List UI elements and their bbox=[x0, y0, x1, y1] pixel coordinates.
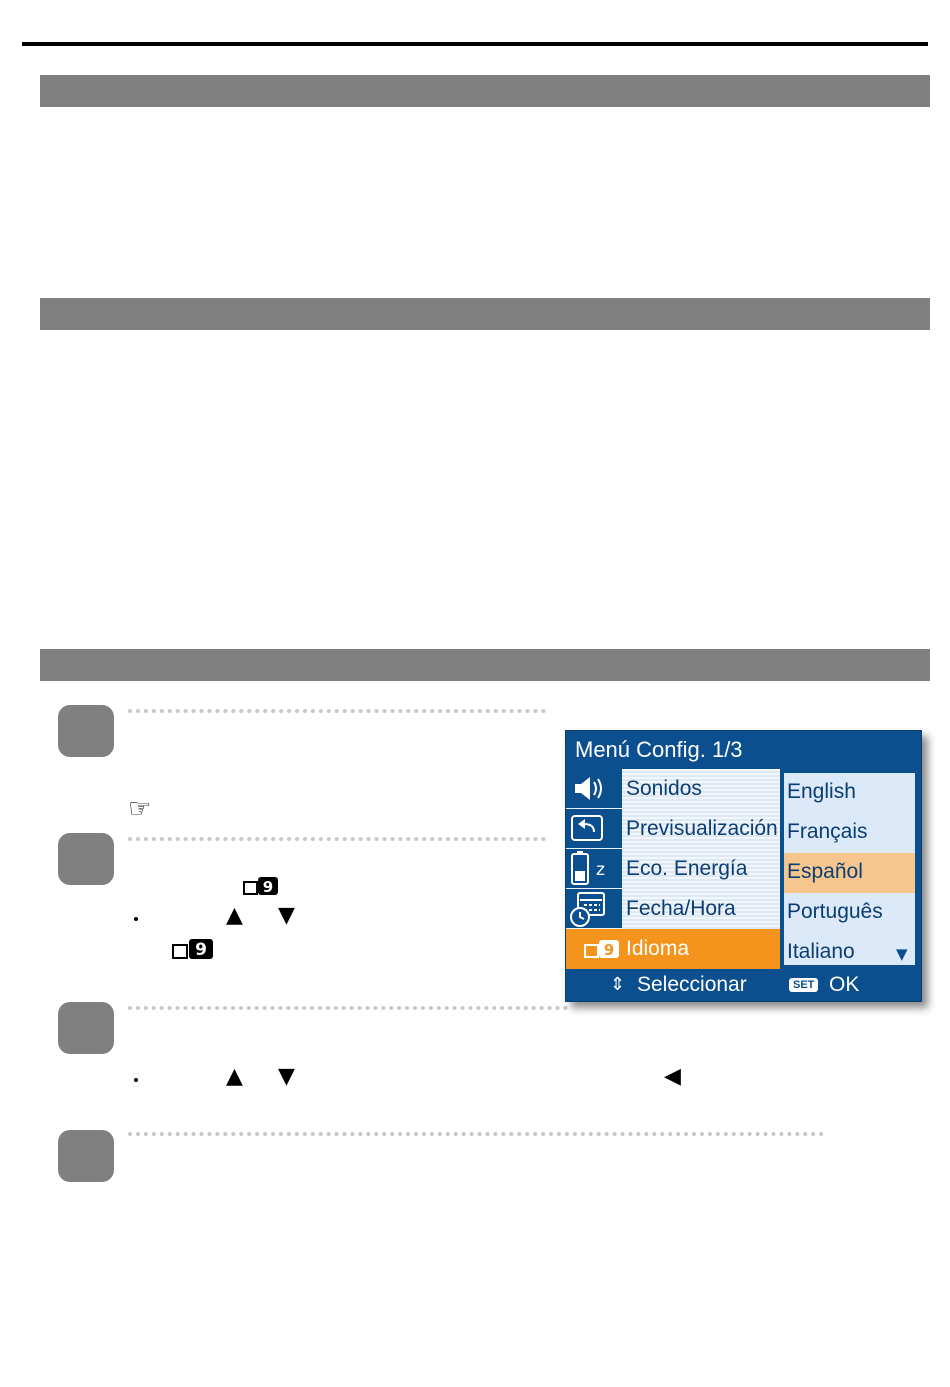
section-heading-bar-1 bbox=[40, 75, 930, 107]
step-badge-4 bbox=[58, 1130, 114, 1182]
up-arrow-icon: ▲ bbox=[226, 903, 243, 928]
camera-setup-menu bbox=[565, 730, 922, 1002]
up-arrow-icon: ▲ bbox=[226, 1064, 243, 1089]
return-icon bbox=[566, 809, 622, 848]
set-button-icon: SET bbox=[789, 978, 818, 992]
bullet bbox=[134, 917, 138, 921]
calendar-clock-icon bbox=[566, 889, 622, 928]
svg-text:z: z bbox=[596, 860, 605, 880]
ok-label: OK bbox=[829, 973, 860, 996]
language-icon bbox=[172, 938, 214, 960]
language-icon bbox=[243, 876, 279, 896]
step-divider-2 bbox=[128, 837, 546, 841]
scroll-down-icon: ▼ bbox=[896, 945, 908, 963]
menu-item-sonidos[interactable] bbox=[566, 769, 780, 809]
menu-item-label: Fecha/Hora bbox=[626, 897, 736, 920]
down-arrow-icon: ▼ bbox=[278, 1064, 295, 1089]
step-badge-1 bbox=[58, 705, 114, 757]
menu-item-previsualizacion[interactable] bbox=[566, 809, 780, 849]
svg-text:9: 9 bbox=[262, 878, 274, 896]
camera-menu-footer bbox=[566, 969, 921, 1001]
menu-item-label: Previsualización bbox=[626, 817, 778, 840]
down-arrow-icon: ▼ bbox=[278, 903, 295, 928]
header-rule bbox=[22, 42, 928, 46]
menu-item-idioma[interactable] bbox=[566, 929, 780, 969]
bullet bbox=[134, 1078, 138, 1082]
language-option-english[interactable]: English bbox=[787, 780, 856, 803]
left-arrow-icon: ◀ bbox=[664, 1064, 681, 1089]
language-icon bbox=[584, 939, 620, 959]
language-option-espanol[interactable]: Español bbox=[784, 853, 915, 893]
menu-item-fecha-hora[interactable] bbox=[566, 889, 780, 929]
hand-pointer-icon: ☞ bbox=[128, 794, 152, 824]
language-option-italiano[interactable]: Italiano bbox=[787, 940, 855, 963]
language-option-francais[interactable]: Français bbox=[787, 820, 868, 843]
select-label: Seleccionar bbox=[637, 973, 747, 996]
language-option-portugues[interactable]: Português bbox=[787, 900, 883, 923]
step-badge-2 bbox=[58, 833, 114, 885]
speaker-icon bbox=[566, 769, 622, 808]
menu-item-label: Sonidos bbox=[626, 777, 702, 800]
menu-item-eco-energia[interactable] bbox=[566, 849, 780, 889]
menu-item-label: Eco. Energía bbox=[626, 857, 748, 880]
svg-text:9: 9 bbox=[603, 941, 615, 959]
section-heading-bar-2 bbox=[40, 298, 930, 330]
section-heading-bar-3 bbox=[40, 649, 930, 681]
select-arrows-icon: ⇕ bbox=[610, 974, 626, 995]
battery-sleep-icon bbox=[566, 849, 622, 888]
step-divider-3 bbox=[128, 1006, 568, 1010]
step-divider-1 bbox=[128, 709, 546, 713]
menu-item-label: Idioma bbox=[626, 937, 690, 960]
step-badge-3 bbox=[58, 1002, 114, 1054]
step-divider-4 bbox=[128, 1132, 824, 1136]
camera-menu-title: Menú Config. 1/3 bbox=[566, 731, 921, 769]
svg-text:9: 9 bbox=[195, 940, 207, 960]
language-submenu bbox=[780, 769, 921, 969]
